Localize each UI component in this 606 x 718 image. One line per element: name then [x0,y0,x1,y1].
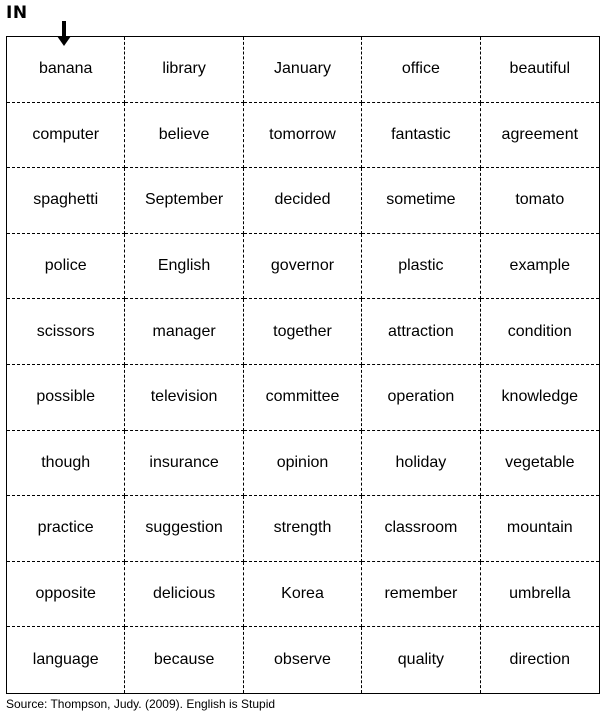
word-cell: possible [7,365,125,431]
word-cell: example [481,234,599,300]
word-cell: plastic [362,234,480,300]
word-cell: opposite [7,562,125,628]
word-cell: direction [509,651,571,669]
word-cell: practice [7,496,125,562]
word-cell: scissors [7,299,125,365]
word-cell: knowledge [481,365,599,431]
word-cell: believe [125,103,243,169]
word-cell: computer [7,103,125,169]
word-cell: fantastic [362,103,480,169]
word-cell: classroom [362,496,480,562]
word-cell: because [125,627,243,693]
word-cell: remember [362,562,480,628]
word-cell: though [7,431,125,497]
word-cell: banana [7,37,125,103]
word-cell: police [7,234,125,300]
word-cell: beautiful [481,37,599,103]
word-cell: manager [125,299,243,365]
word-cell: September [125,168,243,234]
word-cell: spaghetti [7,168,125,234]
word-cell: observe [244,627,362,693]
word-cell: operation [362,365,480,431]
word-cell: library [125,37,243,103]
word-cell: agreement [481,103,599,169]
word-cell: January [244,37,362,103]
word-cell: attraction [362,299,480,365]
word-cell: umbrella [481,562,599,628]
word-cell: holiday [362,431,480,497]
word-grid [6,36,600,694]
word-cell: vegetable [481,431,599,497]
word-cell: strength [244,496,362,562]
word-cell: committee [244,365,362,431]
word-cell: tomato [481,168,599,234]
word-cell: quality [362,627,480,693]
word-cell: together [244,299,362,365]
word-cell: delicious [125,562,243,628]
word-cell: condition [481,299,599,365]
source-citation: Source: Thompson, Judy. (2009). English is Stupid [6,697,276,711]
word-cell: opinion [244,431,362,497]
page-heading: IN [6,3,28,23]
word-cell: English [125,234,243,300]
word-cell: mountain [481,496,599,562]
word-cell: tomorrow [244,103,362,169]
word-cell: sometime [362,168,480,234]
word-cell: governor [244,234,362,300]
word-cell: insurance [125,431,243,497]
word-cell: Korea [244,562,362,628]
word-cell: television [125,365,243,431]
word-cell: suggestion [125,496,243,562]
word-cell: language [7,627,125,693]
word-cell: decided [244,168,362,234]
word-cell: office [362,37,480,103]
